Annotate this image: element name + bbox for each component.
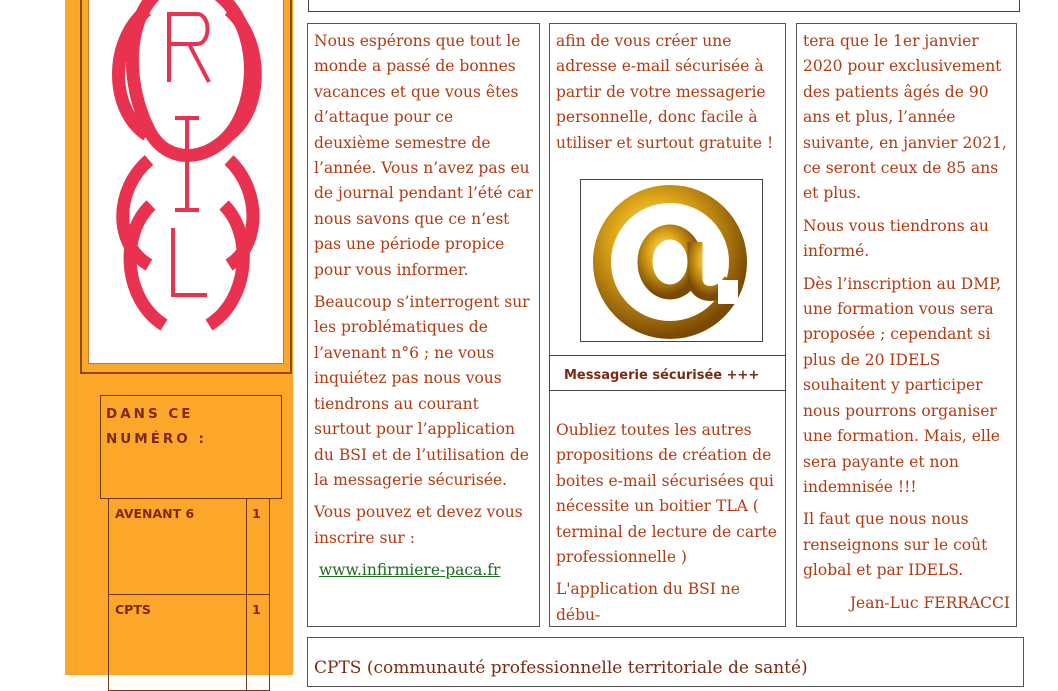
article-column-1 <box>307 23 540 627</box>
article-column-2 <box>549 23 786 627</box>
image-caption-box <box>549 355 786 391</box>
toc-item-page: 1 <box>252 602 261 617</box>
toc-item-title: CPTS <box>115 602 151 617</box>
paragraph: Dès l’inscription au DMP, une formation vous sera proposée ; cependant si plus de 20 IDELS souhaitent y participer nous pourrons organiser une formation. Mais, elle sera payante et non indemnisée !!! <box>803 274 1002 496</box>
paragraph: tera que le 1er janvier 2020 pour exclusivement des patients âgés de 90 ans et plus, l’année suivante, en janvier 2021, ce seront ceux de 85 ans et plus. <box>803 32 1007 203</box>
paragraph: Nous vous tiendrons au informé. <box>803 216 989 261</box>
article-column-3 <box>796 23 1017 627</box>
website-link[interactable]: www.infirmiere-paca.fr <box>319 561 501 580</box>
logo <box>88 0 284 364</box>
section-title: CPTS (communauté professionnelle territoriale de santé) <box>314 658 808 678</box>
cpts-section <box>307 637 1024 687</box>
top-frame <box>308 0 1020 12</box>
toc-item-title: AVENANT 6 <box>115 506 195 521</box>
logo-frame <box>80 0 292 374</box>
signature: Jean-Luc FERRACCI <box>849 593 1010 612</box>
logo-letter-r <box>89 0 90 1</box>
at-sign-icon <box>581 180 762 341</box>
paragraph: afin de vous créer une adresse e-mail sécurisée à partir de votre messagerie personnelle, donc facile à utiliser et surtout gratuite ! <box>556 32 774 152</box>
toc-row-avenant[interactable] <box>108 499 270 595</box>
paragraph: Nous espérons que tout le monde a passé de bonnes vacances et que vous êtes d’attaque pour ce deuxième semestre de l’année. Vous n’avez pas eu de journal pendant l’été car nous savons que ce n’est pas une période propice pour vous informer. <box>314 32 533 279</box>
toc-divider <box>246 499 247 594</box>
toc-heading: DANS CE NUMÉRO : <box>106 406 207 447</box>
paragraph: Il faut que nous nous renseignons sur le coût global et par IDELS. <box>803 510 988 580</box>
ril-logo-icon <box>89 0 285 364</box>
toc-divider <box>246 595 247 690</box>
paragraph: Beaucoup s’interrogent sur les problématiques de l’avenant n°6 ; ne vous inquiétez pas nous vous tiendrons au courant surtout pour l’application du BSI et de l’utilisation de la messagerie sécurisée. <box>314 293 530 489</box>
paragraph: Oubliez toutes les autres propositions de création de boites e-mail sécurisées qui nécessite un boitier TLA ( terminal de lecture de carte professionnelle ) <box>556 421 777 567</box>
toc-row-cpts[interactable] <box>108 595 270 691</box>
column-2-bottom-text <box>556 418 780 635</box>
paragraph: L'application du BSI ne débu- <box>556 580 740 624</box>
toc-item-page: 1 <box>252 506 261 521</box>
toc-heading-box <box>100 395 282 499</box>
paragraph: Vous pouvez et devez vous inscrire sur : <box>314 503 523 547</box>
image-caption: Messagerie sécurisée +++ <box>564 368 760 383</box>
email-image <box>580 179 763 342</box>
